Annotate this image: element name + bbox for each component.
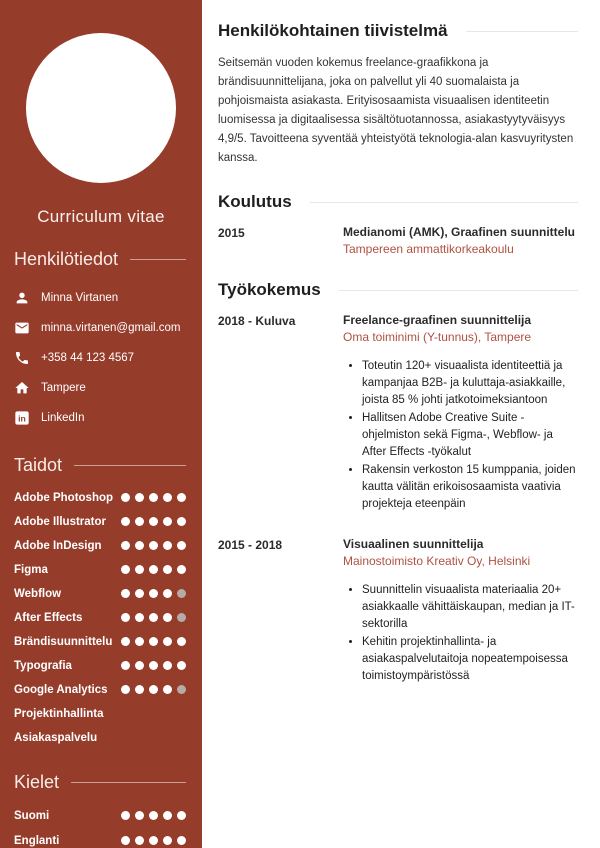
summary-text: Seitsemän vuoden kokemus freelance-graafikkona ja brändisuunnittelijana, joka on palvellut yli 40 suomalaista ja pohjoismaista asiakasta. Erityisosaamista visuaalisen identiteetin luomisessa ja digitaalisessa sisältötuotannossa, asiakastyytyväisyys 4,9/5. Tavoitteena syventää yhteistyötä teknologia-alan kasvuyritysten kanssa. [218, 57, 574, 164]
skill-rating-dots [116, 657, 186, 675]
contact-email-text: minna.virtanen@gmail.com [41, 322, 181, 334]
main-content [202, 0, 600, 689]
home-icon [14, 380, 30, 396]
heading-rule [310, 202, 578, 203]
skill-label: Adobe InDesign [14, 540, 102, 552]
experience-entry [218, 313, 578, 517]
experience-period: 2018 - Kuluva [218, 314, 296, 328]
language-label: Englanti [14, 834, 60, 847]
experience-bullet: • Rakensin verkoston 15 kumppania, joiden kautta välitän erikoisosaamista vaativia projekteja eteenpäin [362, 462, 578, 513]
skill-rating-dots [116, 489, 186, 507]
education-section-heading [218, 192, 578, 212]
language-label: Suomi [14, 809, 50, 822]
education-period: 2015 [218, 226, 245, 240]
experience-bullet-list [343, 582, 578, 685]
experience-period: 2015 - 2018 [218, 538, 283, 552]
experience-detail [343, 313, 578, 517]
sidebar [0, 0, 202, 848]
contact-section-heading [14, 249, 186, 270]
skill-rating-dots [116, 585, 186, 603]
summary-section-heading [218, 21, 578, 41]
language-row [14, 803, 186, 828]
skill-label: Typografia [14, 660, 72, 672]
skill-rating-dots [116, 681, 186, 699]
profile-photo-placeholder [26, 33, 176, 183]
experience-section-heading [218, 280, 578, 300]
skill-row [14, 726, 186, 750]
languages-section-heading [14, 772, 186, 793]
education-detail [343, 225, 578, 256]
linkedin-icon [14, 410, 30, 426]
contact-item-name [14, 283, 188, 313]
skill-rating-dots [116, 561, 186, 579]
contact-heading-label: Henkilötiedot [14, 249, 119, 269]
skill-row [14, 606, 186, 630]
contact-list [0, 283, 202, 433]
skill-row [14, 534, 186, 558]
language-rating-dots [116, 807, 186, 825]
education-institution: Tampereen ammattikorkeakoulu [343, 242, 514, 256]
contact-city-text: Tampere [41, 382, 86, 394]
contact-linkedin-text: LinkedIn [41, 412, 85, 424]
heading-rule [466, 31, 578, 32]
experience-bullet-list [343, 358, 578, 513]
email-icon [14, 320, 30, 336]
skill-label: Brändisuunnittelu [14, 636, 113, 648]
phone-icon [14, 350, 30, 366]
skills-list [0, 486, 202, 750]
skill-row [14, 558, 186, 582]
languages-heading-label: Kielet [14, 772, 60, 792]
heading-rule [339, 290, 578, 291]
skill-row [14, 678, 186, 702]
education-entry [218, 225, 578, 256]
skill-label: Asiakaspalvelu [14, 732, 98, 744]
contact-name-text: Minna Virtanen [41, 292, 119, 304]
experience-title: Visuaalinen suunnittelija [343, 537, 484, 551]
skill-row [14, 510, 186, 534]
skill-label: Adobe Photoshop [14, 492, 114, 504]
skills-section-heading [14, 455, 186, 476]
skill-row [14, 582, 186, 606]
contact-item-email [14, 313, 188, 343]
experience-employer: Oma toiminimi (Y-tunnus), Tampere [343, 330, 532, 344]
skill-row [14, 654, 186, 678]
experience-heading-label: Työkokemus [218, 280, 321, 299]
experience-title: Freelance-graafinen suunnittelija [343, 313, 532, 327]
education-heading-label: Koulutus [218, 192, 292, 211]
heading-rule [74, 465, 186, 466]
skill-row [14, 630, 186, 654]
education-title: Medianomi (AMK), Graafinen suunnittelu [343, 225, 576, 239]
summary-heading-label: Henkilökohtainen tiivistelmä [218, 21, 448, 40]
experience-bullet: • Toteutin 120+ visuaalista identiteettiä ja kampanjaa B2B- ja kuluttaja-asiakkaille, joista 85 % johti jatkotoimeksiantoon [362, 358, 578, 409]
contact-item-city [14, 373, 188, 403]
experience-bullet: • Suunnittelin visuaalista materiaalia 20+ asiakkaalle vähittäiskaupan, median ja IT-sektorilla [362, 582, 578, 633]
person-icon [14, 290, 30, 306]
experience-bullet: • Kehitin projektinhallinta- ja asiakaspalvelutaitoja nopeatempoisessa toimistoympäristössä [362, 634, 578, 685]
languages-list [0, 803, 202, 848]
contact-item-linkedin [14, 403, 188, 433]
skill-rating-dots [116, 513, 186, 531]
language-rating-dots [116, 832, 186, 848]
skill-label: Figma [14, 564, 48, 576]
contact-phone-text: +358 44 123 4567 [41, 352, 135, 364]
skill-rating-dots [116, 633, 186, 651]
skill-rating-dots [116, 537, 186, 555]
skill-row [14, 486, 186, 510]
skill-label: Projektinhallinta [14, 708, 104, 720]
heading-rule [130, 259, 186, 260]
experience-employer: Mainostoimisto Kreativ Oy, Helsinki [343, 554, 531, 568]
experience-detail [343, 537, 578, 689]
cv-title: Curriculum vitae [37, 207, 165, 226]
experience-entry [218, 537, 578, 689]
contact-item-phone [14, 343, 188, 373]
skill-row [14, 702, 186, 726]
skill-label: Webflow [14, 588, 62, 600]
skill-rating-dots [116, 609, 186, 627]
skills-heading-label: Taidot [14, 455, 63, 475]
heading-rule [71, 782, 186, 783]
skill-label: After Effects [14, 612, 83, 624]
skill-label: Adobe Illustrator [14, 516, 107, 528]
skill-label: Google Analytics [14, 684, 108, 696]
language-row [14, 828, 186, 848]
experience-bullet: • Hallitsen Adobe Creative Suite -ohjelmiston sekä Figma-, Webflow- ja After Effects -työkalut [362, 410, 578, 461]
svg-text:in: in [18, 413, 26, 424]
